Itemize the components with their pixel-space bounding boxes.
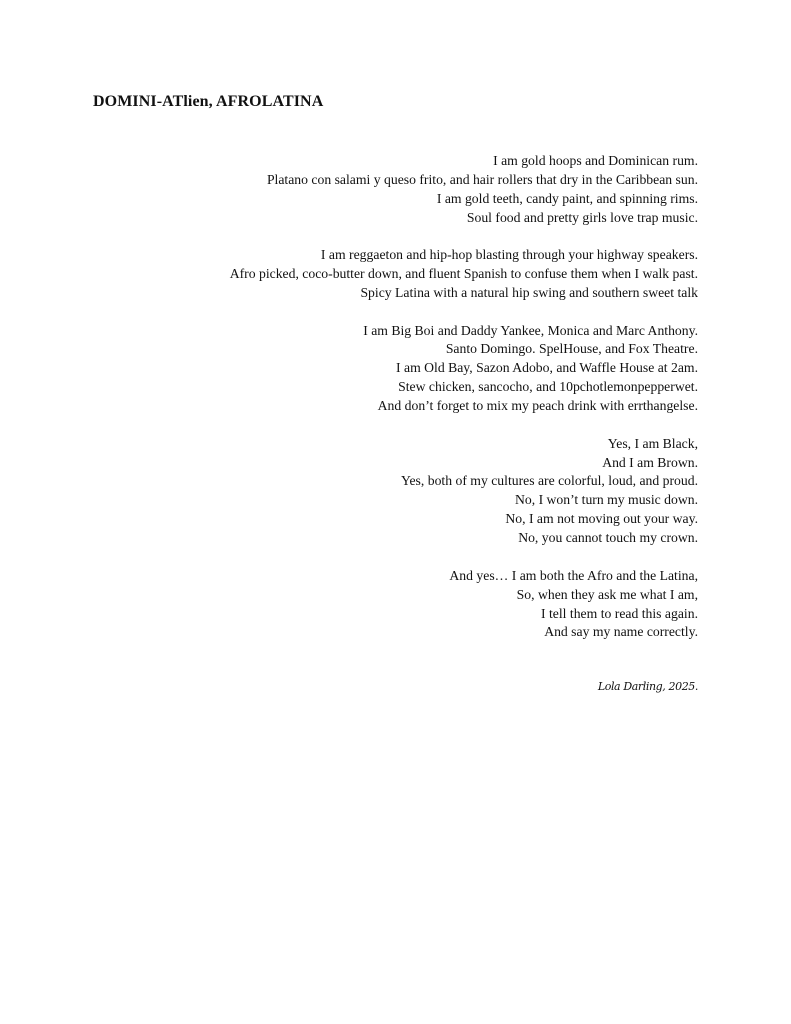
poem-line: Spicy Latina with a natural hip swing and southern sweet talk xyxy=(360,285,698,301)
poem-line: I am gold teeth, candy paint, and spinning rims. xyxy=(436,190,698,206)
author-signature: Lola Darling, 2025. xyxy=(597,680,698,693)
poem-line: I am Big Boi and Daddy Yankee, Monica and Marc Anthony. xyxy=(363,322,698,338)
stanza-5 xyxy=(138,567,698,643)
poem-body xyxy=(138,152,698,642)
poem-line: No, I am not moving out your way. xyxy=(505,511,698,527)
poem-line: Santo Domingo. SpelHouse, and Fox Theatre. xyxy=(445,341,698,357)
poem-line: And I am Brown. xyxy=(602,454,698,470)
poem-line: Stew chicken, sancocho, and 10pchotlemonpepperwet. xyxy=(398,379,698,395)
stanza-4 xyxy=(138,435,698,548)
poem-line: No, I won’t turn my music down. xyxy=(515,492,698,508)
stanza-2 xyxy=(138,246,698,303)
poem-line: No, you cannot touch my crown. xyxy=(518,530,698,546)
poem-line: And yes… I am both the Afro and the Latina, xyxy=(449,567,698,583)
poem-line: Yes, I am Black, xyxy=(607,435,698,451)
poem-line: Soul food and pretty girls love trap music. xyxy=(466,209,698,225)
poem-line: I am reggaeton and hip-hop blasting through your highway speakers. xyxy=(320,247,698,263)
poem-line: And say my name correctly. xyxy=(544,624,698,640)
poem-line: I am gold hoops and Dominican rum. xyxy=(493,153,698,168)
poem-line: Yes, both of my cultures are colorful, loud, and proud. xyxy=(400,473,698,489)
poem-line: I am Old Bay, Sazon Adobo, and Waffle House at 2am. xyxy=(396,360,698,376)
stanza-3 xyxy=(138,322,698,417)
poem-line: Platano con salami y queso frito, and hair rollers that dry in the Caribbean sun. xyxy=(266,171,698,187)
poem-line: And don’t forget to mix my peach drink with errthangelse. xyxy=(377,398,698,414)
poem-title: DOMINI-ATlien, AFROLATINA xyxy=(93,93,324,110)
stanza-1 xyxy=(138,152,698,228)
poem-line: I tell them to read this again. xyxy=(541,605,698,621)
poem-line: So, when they ask me what I am, xyxy=(516,586,698,602)
poem-line: Afro picked, coco-butter down, and fluent Spanish to confuse them when I walk past. xyxy=(229,266,698,282)
